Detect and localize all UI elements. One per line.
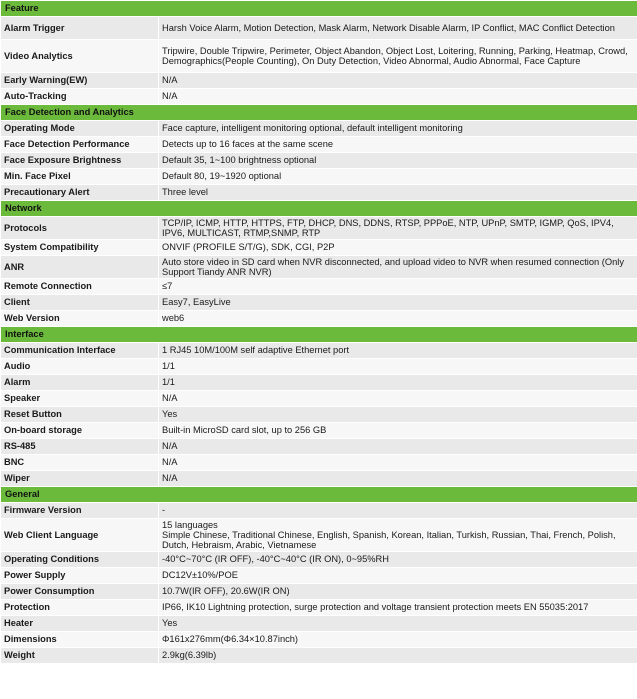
- section-title: Face Detection and Analytics: [1, 105, 637, 121]
- spec-row-early-warning-ew: [1, 73, 637, 89]
- spec-row-wiper: [1, 471, 637, 487]
- spec-value: Tripwire, Double Tripwire, Perimeter, Object Abandon, Object Lost, Loitering, Running, Parking, Heatmap, Crowd, Demographics(People Counting), On Duty Detection, Video Abnormal, Audio Abnormal, Face Capture: [159, 40, 637, 73]
- section-title: Feature: [1, 1, 637, 17]
- spec-label: Speaker: [1, 391, 159, 407]
- spec-label: Web Client Language: [1, 519, 159, 552]
- spec-label: Weight: [1, 648, 159, 664]
- spec-value: Φ161x276mm(Φ6.34×10.87inch): [159, 632, 637, 648]
- spec-label: Power Supply: [1, 568, 159, 584]
- section-header-general: [1, 487, 637, 503]
- spec-row-alarm: [1, 375, 637, 391]
- spec-value: 1/1: [159, 375, 637, 391]
- spec-value: 10.7W(IR OFF), 20.6W(IR ON): [159, 584, 637, 600]
- spec-row-weight: [1, 648, 637, 664]
- spec-value: Built-in MicroSD card slot, up to 256 GB: [159, 423, 637, 439]
- spec-value: Easy7, EasyLive: [159, 295, 637, 311]
- spec-value: Auto store video in SD card when NVR disconnected, and upload video to NVR when resumed connection (Only Support Tiandy ANR NVR): [159, 256, 637, 279]
- spec-value: 15 languages Simple Chinese, Traditional Chinese, English, Spanish, Korean, Italian, Turkish, Russian, Thai, French, Polish, Dutch, Hebraism, Arabic, Vietnamese: [159, 519, 637, 552]
- spec-row-power-consumption: [1, 584, 637, 600]
- spec-label: Operating Mode: [1, 121, 159, 137]
- section-header-feature: [1, 1, 637, 17]
- spec-label: Alarm: [1, 375, 159, 391]
- spec-label: Operating Conditions: [1, 552, 159, 568]
- spec-value: 1 RJ45 10M/100M self adaptive Ethernet port: [159, 343, 637, 359]
- spec-label: Remote Connection: [1, 279, 159, 295]
- spec-label: Heater: [1, 616, 159, 632]
- spec-row-audio: [1, 359, 637, 375]
- spec-row-web-client-language: [1, 519, 637, 552]
- spec-value: N/A: [159, 471, 637, 487]
- spec-label: Min. Face Pixel: [1, 169, 159, 185]
- spec-label: Client: [1, 295, 159, 311]
- spec-value: Yes: [159, 616, 637, 632]
- spec-value: N/A: [159, 439, 637, 455]
- spec-label: Reset Button: [1, 407, 159, 423]
- spec-value: -: [159, 503, 637, 519]
- spec-label: System Compatibility: [1, 240, 159, 256]
- spec-value: DC12V±10%/POE: [159, 568, 637, 584]
- spec-table-body: [1, 1, 637, 664]
- section-header-interface: [1, 327, 637, 343]
- spec-value: Default 80, 19~1920 optional: [159, 169, 637, 185]
- spec-row-firmware-version: [1, 503, 637, 519]
- spec-value: Three level: [159, 185, 637, 201]
- spec-row-protocols: [1, 217, 637, 240]
- spec-label: Video Analytics: [1, 40, 159, 73]
- spec-row-bnc: [1, 455, 637, 471]
- spec-value: IP66, IK10 Lightning protection, surge protection and voltage transient protection meets EN 55035:2017: [159, 600, 637, 616]
- spec-row-speaker: [1, 391, 637, 407]
- spec-value: Yes: [159, 407, 637, 423]
- spec-label: Web Version: [1, 311, 159, 327]
- spec-row-face-exposure-brightness: [1, 153, 637, 169]
- spec-label: Early Warning(EW): [1, 73, 159, 89]
- spec-label: ANR: [1, 256, 159, 279]
- spec-value: Default 35, 1~100 brightness optional: [159, 153, 637, 169]
- section-header-face-detection-and-analytics: [1, 105, 637, 121]
- spec-value: N/A: [159, 73, 637, 89]
- spec-value: -40°C~70°C (IR OFF), -40°C~40°C (IR ON), 0~95%RH: [159, 552, 637, 568]
- section-title: Interface: [1, 327, 637, 343]
- spec-row-operating-mode: [1, 121, 637, 137]
- spec-row-alarm-trigger: [1, 17, 637, 40]
- spec-label: Alarm Trigger: [1, 17, 159, 40]
- spec-value: Detects up to 16 faces at the same scene: [159, 137, 637, 153]
- spec-label: BNC: [1, 455, 159, 471]
- spec-row-reset-button: [1, 407, 637, 423]
- spec-value: ONVIF (PROFILE S/T/G), SDK, CGI, P2P: [159, 240, 637, 256]
- spec-row-on-board-storage: [1, 423, 637, 439]
- spec-value: Face capture, intelligent monitoring optional, default intelligent monitoring: [159, 121, 637, 137]
- spec-label: Protection: [1, 600, 159, 616]
- spec-row-remote-connection: [1, 279, 637, 295]
- section-title: General: [1, 487, 637, 503]
- spec-row-face-detection-performance: [1, 137, 637, 153]
- spec-label: Audio: [1, 359, 159, 375]
- spec-value: N/A: [159, 391, 637, 407]
- spec-value: N/A: [159, 455, 637, 471]
- spec-label: Auto-Tracking: [1, 89, 159, 105]
- spec-value: Harsh Voice Alarm, Motion Detection, Mask Alarm, Network Disable Alarm, IP Conflict, MAC Conflict Detection: [159, 17, 637, 40]
- spec-row-system-compatibility: [1, 240, 637, 256]
- spec-label: Dimensions: [1, 632, 159, 648]
- spec-label: Firmware Version: [1, 503, 159, 519]
- spec-value: 2.9kg(6.39lb): [159, 648, 637, 664]
- section-header-network: [1, 201, 637, 217]
- spec-value: web6: [159, 311, 637, 327]
- spec-row-operating-conditions: [1, 552, 637, 568]
- spec-label: Wiper: [1, 471, 159, 487]
- spec-row-heater: [1, 616, 637, 632]
- spec-value: ≤7: [159, 279, 637, 295]
- spec-label: Face Detection Performance: [1, 137, 159, 153]
- spec-row-protection: [1, 600, 637, 616]
- spec-row-rs-485: [1, 439, 637, 455]
- spec-row-auto-tracking: [1, 89, 637, 105]
- spec-row-web-version: [1, 311, 637, 327]
- spec-value: N/A: [159, 89, 637, 105]
- spec-label: Communication Interface: [1, 343, 159, 359]
- spec-row-power-supply: [1, 568, 637, 584]
- spec-value: TCP/IP, ICMP, HTTP, HTTPS, FTP, DHCP, DNS, DDNS, RTSP, PPPoE, NTP, UPnP, SMTP, IGMP, QoS, IPV4, IPV6, MULTICAST, RTMP,SNMP, RTP: [159, 217, 637, 240]
- spec-row-precautionary-alert: [1, 185, 637, 201]
- spec-row-client: [1, 295, 637, 311]
- spec-label: Precautionary Alert: [1, 185, 159, 201]
- spec-row-video-analytics: [1, 40, 637, 73]
- spec-row-anr: [1, 256, 637, 279]
- spec-label: Face Exposure Brightness: [1, 153, 159, 169]
- section-title: Network: [1, 201, 637, 217]
- spec-row-communication-interface: [1, 343, 637, 359]
- spec-row-min-face-pixel: [1, 169, 637, 185]
- spec-label: Power Consumption: [1, 584, 159, 600]
- spec-row-dimensions: [1, 632, 637, 648]
- spec-label: On-board storage: [1, 423, 159, 439]
- spec-value: 1/1: [159, 359, 637, 375]
- spec-label: RS-485: [1, 439, 159, 455]
- spec-label: Protocols: [1, 217, 159, 240]
